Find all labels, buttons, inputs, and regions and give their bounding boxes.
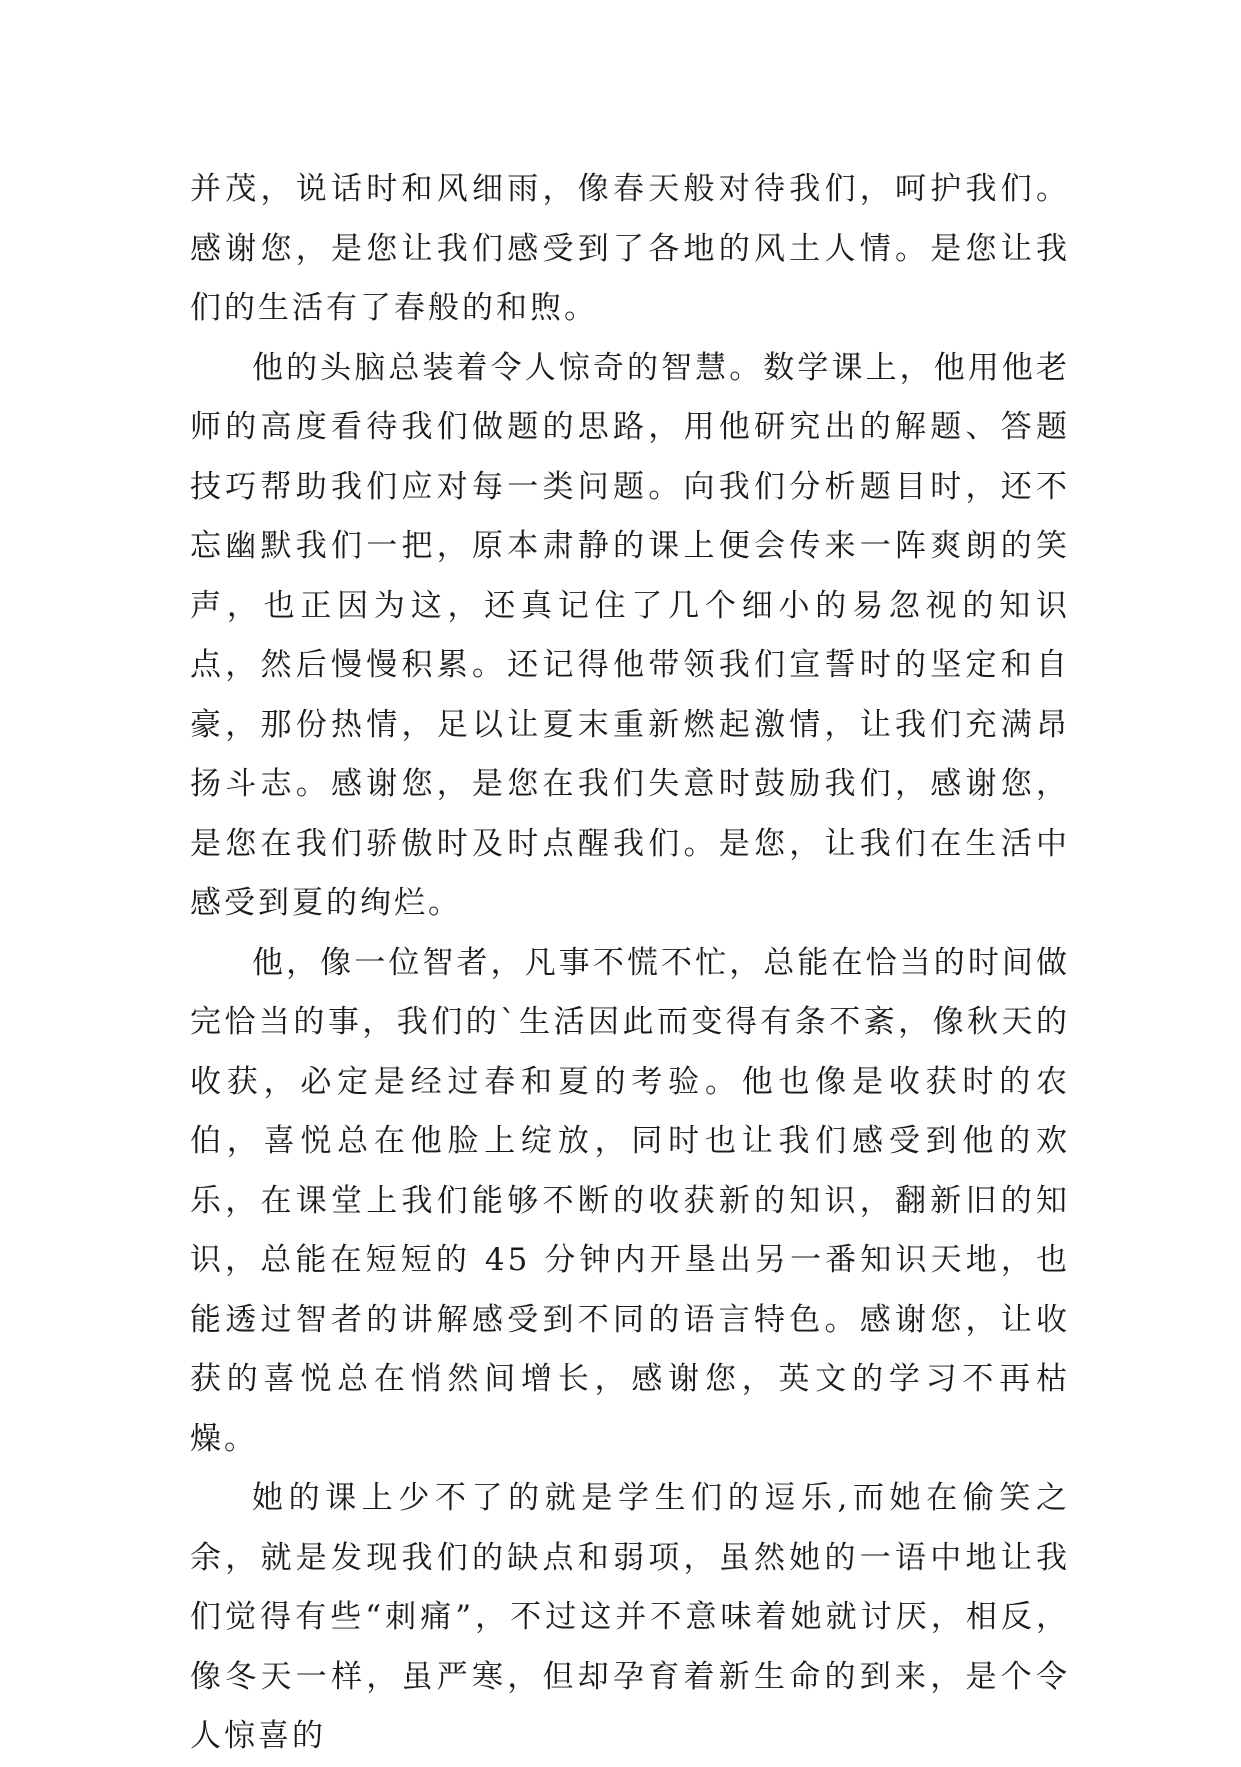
- document-body: [190, 160, 1070, 1767]
- paragraph-2: 他的头脑总装着令人惊奇的智慧。数学课上，他用他老师的高度看待我们做题的思路，用他研究出的解题、答题技巧帮助我们应对每一类问题。向我们分析题目时，还不忘幽默我们一把，原本肃静的课上便会传来一阵爽朗的笑声，也正因为这，还真记住了几个细小的易忽视的知识点，然后慢慢积累。还记得他带领我们宣誓时的坚定和自豪，那份热情，足以让夏末重新燃起激情，让我们充满昂扬斗志。感谢您，是您在我们失意时鼓励我们，感谢您，是您在我们骄傲时及时点醒我们。是您，让我们在生活中感受到夏的绚烂。: [190, 349, 1070, 921]
- paragraph-3: 他，像一位智者，凡事不慌不忙，总能在恰当的时间做完恰当的事，我们的`生活因此而变得有条不紊，像秋天的收获，必定是经过春和夏的考验。他也像是收获时的农伯，喜悦总在他脸上绽放，同时也让我们感受到他的欢乐，在课堂上我们能够不断的收获新的知识，翻新旧的知识，总能在短短的 45 分钟内开垦出另一番知识天地，也能透过智者的讲解感受到不同的语言特色。感谢您，让收获的喜悦总在悄然间增长，感谢您，英文的学习不再枯燥。: [190, 944, 1070, 1457]
- paragraph-4: 她的课上少不了的就是学生们的逗乐,而她在偷笑之余，就是发现我们的缺点和弱项，虽然她的一语中地让我们觉得有些“刺痛”，不过这并不意味着她就讨厌，相反，像冬天一样，虽严寒，但却孕育着新生命的到来，是个令人惊喜的: [190, 1480, 1070, 1754]
- paragraph-1: 并茂，说话时和风细雨，像春天般对待我们，呵护我们。感谢您，是您让我们感受到了各地的风土人情。是您让我们的生活有了春般的和煦。: [190, 171, 1070, 326]
